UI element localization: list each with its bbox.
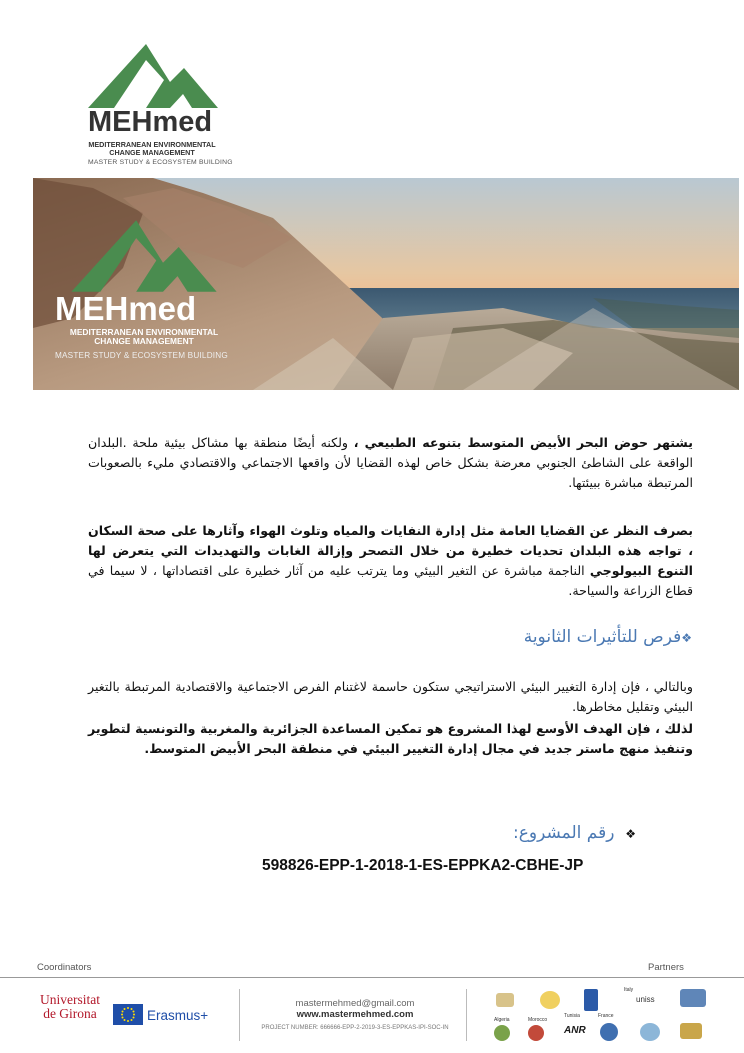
- university-line1: Universitat: [40, 992, 100, 1007]
- project-number: 598826-EPP-1-2018-1-ES-EPPKA2-CBHE-JP: [262, 857, 584, 874]
- eu-flag-icon: [113, 1004, 143, 1025]
- partner-logo-icon: [494, 1025, 510, 1041]
- paragraph-intro: [88, 433, 693, 493]
- university-girona-logo: [35, 993, 105, 1021]
- partner-country-tunisia: Tunisia: [564, 1013, 580, 1019]
- coordinators-label: Coordinators: [37, 962, 92, 973]
- partner-logo-icon: [528, 1025, 544, 1041]
- paragraph-intro-rest: ولكنه أيضًا منطقة بها مشاكل بيئية ملحة .البلدان الواقعة على الشاطئ الجنوبي معرضة بشكل خاص لهذه القضايا لأن واقعها الاجتماعي والاقتصادي مليء بالصعوبات المرتبطة مباشرة ببيئتها.: [88, 435, 693, 490]
- partners-label: Partners: [648, 962, 684, 973]
- partner-country-italy: Italy: [624, 987, 634, 993]
- footer-separator: [239, 989, 240, 1041]
- paragraph-challenges-rest: الناجمة مباشرة عن التغير البيئي وما يترتب عليه من آثار خطيرة على اقتصاداتها ، لا سيما في قطاع الزراعة والسياحة.: [88, 563, 693, 598]
- mountain-logo-icon: [88, 42, 218, 110]
- logo-subtitle: [88, 141, 216, 157]
- footer-project-number: PROJECT NUMBER: 666666-EPP-2-2019-3-ES-EPPKAS-IPI-SOC-IN: [261, 1025, 449, 1031]
- partner-name-uniss: uniss: [636, 995, 655, 1004]
- contact-block: [250, 998, 460, 1031]
- logo-subtitle-line1: MEDITERRANEAN ENVIRONMENTAL: [88, 140, 216, 149]
- partner-logo-icon: [600, 1023, 618, 1041]
- university-line2: de Girona: [43, 1006, 97, 1021]
- hero-banner: [33, 178, 739, 390]
- eu-stars-icon: [113, 1004, 143, 1025]
- paragraph-challenges: [88, 521, 693, 601]
- hero-logo-subtitle-line1: MEDITERRANEAN ENVIRONMENTAL: [69, 327, 219, 337]
- hero-logo-wordmark: MEHmed: [55, 290, 197, 327]
- project-number-label: [420, 823, 636, 843]
- partner-logo-icon: [680, 1023, 702, 1039]
- hero-logo-tagline: MASTER STUDY & ECOSYSTEM BUILDING: [55, 351, 228, 360]
- logo-subtitle-line2: CHANGE MANAGEMENT: [109, 147, 195, 157]
- diamond-bullet-icon: ❖: [681, 631, 692, 645]
- partner-country-morocco: Morocco: [528, 1017, 548, 1023]
- partner-logo-icon: [496, 993, 514, 1007]
- partner-logo-icon: [680, 989, 706, 1007]
- partner-country-france: France: [598, 1013, 614, 1019]
- partner-logo-icon: [540, 991, 560, 1009]
- website-link[interactable]: www.mastermehmed.com: [296, 1009, 414, 1020]
- hero-mountain-icon: [55, 218, 233, 294]
- paragraph-intro-bold: يشتهر حوض البحر الأبيض المتوسط بتنوعه الطبيعي ،: [353, 435, 693, 450]
- partner-name-anr: ANR: [564, 1025, 586, 1036]
- hero-logo-subtitle: [55, 328, 233, 346]
- paragraph-challenges-bold: بصرف النظر عن القضايا العامة مثل إدارة النفايات والمياه وتلوث الهواء وآثارها على صحة السكان ، تواجه هذه البلدان تحديات خطيرة من خلال التصحر وإزالة الغابات والتهديدات التي يتعرض لها التنوع البيولوجي: [88, 523, 693, 578]
- erasmus-label: Erasmus+: [147, 1008, 209, 1023]
- logo-tagline: MASTER STUDY & ECOSYSTEM BUILDING: [88, 159, 233, 166]
- section-heading: [400, 627, 692, 647]
- partner-logos: [480, 985, 720, 1045]
- partner-country-algeria: Algeria: [494, 1017, 510, 1023]
- paragraph-opportunities: وبالتالي ، فإن إدارة التغيير البيئي الاستراتيجي ستكون حاسمة لاغتنام الفرص الاجتماعية والاقتصادية المرتبطة بالتغير البيئي وتقليل مخاطرها.: [88, 679, 693, 714]
- paragraph-objective: لذلك ، فإن الهدف الأوسع لهذا المشروع هو تمكين المساعدة الجزائرية والمغربية والتونسية لتطوير وتنفيذ منهج ماستر جديد في مجال إدارة التغيير البيئي في منطقة البحر الأبيض المتوسط.: [88, 721, 693, 756]
- project-number-label-text: رقم المشروع:: [513, 823, 615, 843]
- partner-logo-icon: [640, 1023, 660, 1041]
- footer-separator: [466, 989, 467, 1041]
- email-link[interactable]: mastermehmed@gmail.com: [295, 998, 415, 1009]
- hero-logo-subtitle-line2: CHANGE MANAGEMENT: [94, 336, 194, 347]
- footer-divider: [0, 977, 744, 978]
- section-heading-text: فرص للتأثيرات الثانوية: [523, 627, 682, 647]
- partner-logo-icon: [584, 989, 598, 1011]
- diamond-bullet-icon: ❖: [625, 827, 636, 841]
- logo-wordmark: MEHmed: [88, 106, 213, 138]
